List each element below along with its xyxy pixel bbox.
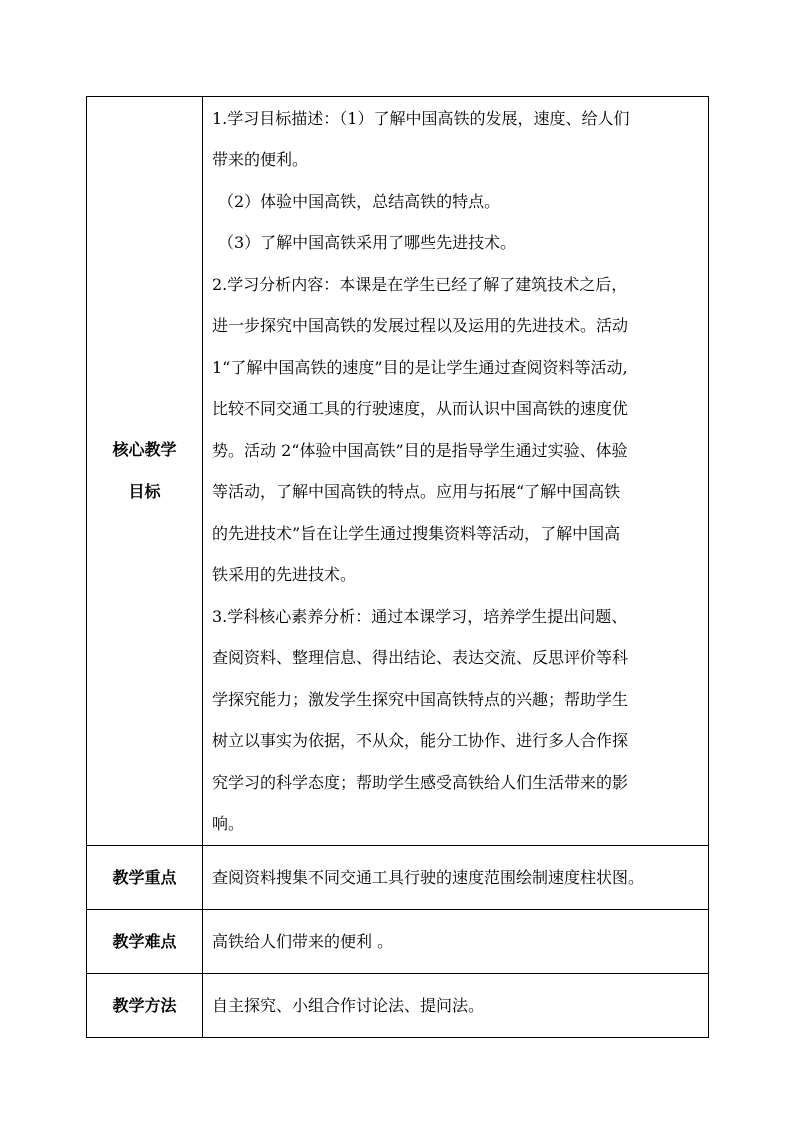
objectives-line: 铁采用的先进技术。 — [212, 565, 357, 584]
key-point-label: 教学重点 — [87, 846, 203, 910]
objectives-label-line-1: 核心教学 — [112, 440, 177, 459]
objectives-line: （3）了解中国高铁采用了哪些先进技术。 — [218, 233, 517, 252]
objectives-line: 树立以事实为依据，不从众，能分工协作、进行多人合作探 — [212, 731, 629, 750]
objectives-line: 1.学习目标描述：（1）了解中国高铁的发展，速度、给人们 — [212, 108, 630, 128]
objectives-line: 进一步探究中国高铁的发展过程以及运用的先进技术。活动 — [212, 316, 629, 335]
objectives-line: 比较不同交通工具的行驶速度，从而认识中国高铁的速度优 — [212, 399, 629, 418]
objectives-line: 响。 — [212, 814, 245, 833]
objectives-content — [203, 97, 709, 846]
lesson-plan-table — [86, 96, 709, 1038]
key-point-row — [87, 846, 709, 910]
objectives-line: 势。活动 2“体验中国高铁”目的是指导学生通过实验、体验 — [212, 440, 628, 460]
key-point-content: 查阅资料搜集不同交通工具行驶的速度范围绘制速度柱状图。 — [203, 846, 709, 910]
objectives-label — [87, 97, 203, 846]
difficulty-content: 高铁给人们带来的便利 。 — [203, 910, 709, 974]
difficulty-row — [87, 910, 709, 974]
objectives-line: （2）体验中国高铁，总结高铁的特点。 — [218, 191, 501, 211]
objectives-line: 查阅资料、整理信息、得出结论、表达交流、反思评价等科 — [212, 648, 629, 667]
objectives-line: 究学习的科学态度；帮助学生感受高铁给人们生活带来的影 — [212, 772, 629, 792]
objectives-line: 带来的便利。 — [212, 150, 309, 169]
method-content: 自主探究、小组合作讨论法、提问法。 — [203, 974, 709, 1038]
objectives-line: 1“了解中国高铁的速度”目的是让学生通过查阅资料等活动, — [212, 357, 628, 377]
method-row — [87, 974, 709, 1038]
objectives-line: 3.学科核心素养分析：通过本课学习，培养学生提出问题、 — [212, 606, 628, 626]
difficulty-label: 教学难点 — [87, 910, 203, 974]
method-label: 教学方法 — [87, 974, 203, 1038]
objectives-line: 学探究能力；激发学生探究中国高铁特点的兴趣；帮助学生 — [212, 689, 629, 709]
objectives-row — [87, 97, 709, 846]
objectives-line: 等活动，了解中国高铁的特点。应用与拓展“了解中国高铁 — [212, 482, 621, 501]
objectives-line: 2.学习分析内容：本课是在学生已经了解了建筑技术之后， — [212, 274, 628, 294]
objectives-line: 的先进技术”旨在让学生通过搜集资料等活动，了解中国高 — [212, 523, 621, 543]
objectives-label-line-2: 目标 — [128, 482, 161, 501]
